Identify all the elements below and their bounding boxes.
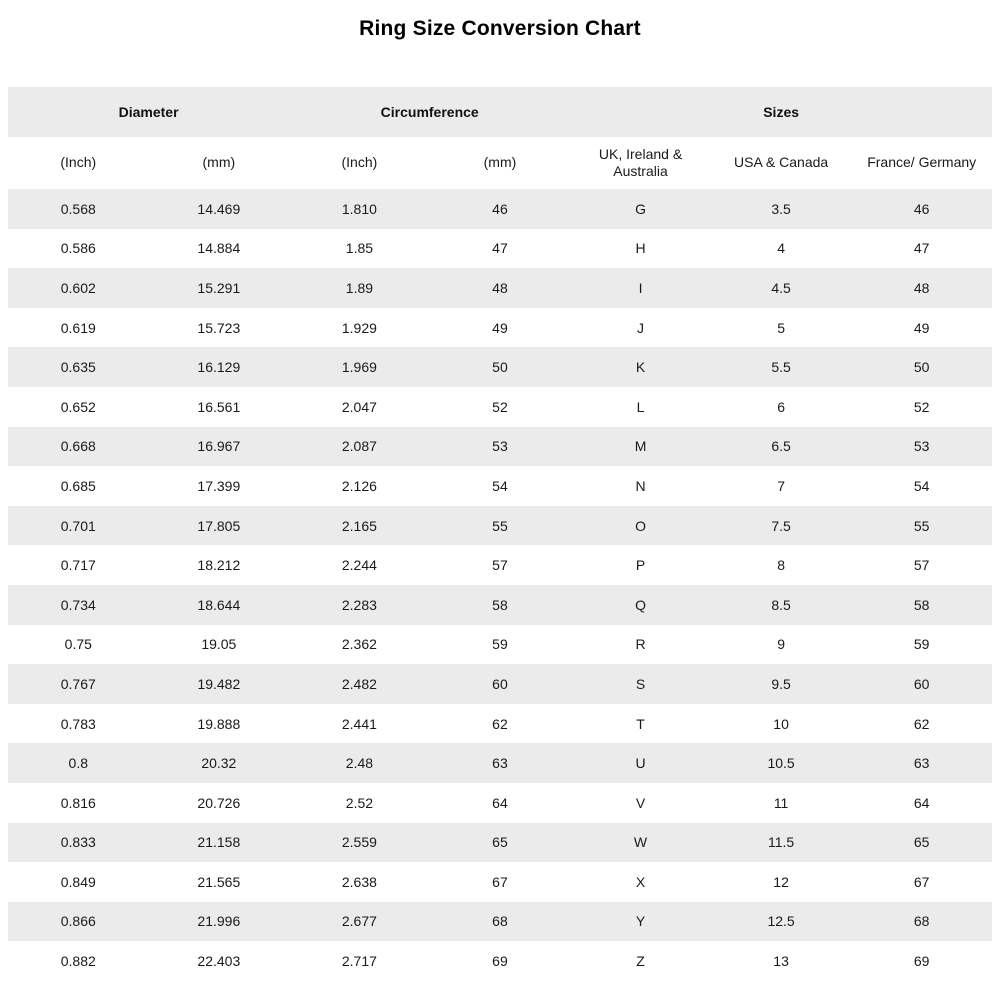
table-row [8, 387, 992, 427]
table-cell: 52 [492, 398, 508, 415]
table-cell: 50 [492, 359, 508, 376]
table-cell: 2.482 [341, 675, 377, 692]
table-cell: L [636, 398, 645, 415]
table-cell: 63 [492, 755, 508, 772]
table-cell: 64 [492, 794, 508, 811]
table-cell: 69 [492, 953, 508, 970]
column-header-row [8, 137, 992, 189]
table-cell: 60 [492, 675, 508, 692]
table-cell: 12 [773, 873, 789, 890]
group-header-diameter: Diameter [118, 104, 179, 120]
column-header-uk-ireland-australia: UK, Ireland & Australia [598, 145, 683, 179]
table-row [8, 823, 992, 863]
table-cell: 0.701 [60, 517, 96, 534]
group-header-row [8, 87, 992, 137]
table-cell: 7.5 [771, 517, 791, 534]
table-row [8, 585, 992, 625]
table-cell: 14.884 [197, 240, 241, 257]
table-row [8, 704, 992, 744]
table-cell: R [635, 636, 646, 653]
table-cell: 19.482 [197, 675, 241, 692]
table-cell: 0.882 [60, 953, 96, 970]
table-cell: 8 [777, 557, 785, 574]
table-cell: 17.805 [197, 517, 241, 534]
table-cell: 67 [492, 873, 508, 890]
table-container [8, 87, 992, 981]
table-cell: N [635, 477, 646, 494]
table-cell: 5 [777, 319, 785, 336]
table-row [8, 545, 992, 585]
table-cell: 15.723 [197, 319, 241, 336]
table-cell: 16.129 [197, 359, 241, 376]
table-cell: 1.810 [341, 200, 377, 217]
table-cell: 2.48 [345, 755, 374, 772]
table-cell: 2.638 [341, 873, 377, 890]
table-row [8, 743, 992, 783]
table-cell: 3.5 [771, 200, 791, 217]
table-cell: 19.888 [197, 715, 241, 732]
table-cell: 55 [913, 517, 930, 534]
column-header-france-germany: France/ Germany [867, 154, 977, 171]
table-cell: 9.5 [771, 675, 791, 692]
table-cell: O [635, 517, 646, 534]
table-cell: 46 [913, 200, 930, 217]
table-cell: 1.929 [341, 319, 377, 336]
group-header-sizes: Sizes [763, 104, 800, 120]
table-cell: 0.668 [60, 438, 96, 455]
table-cell: 49 [492, 319, 508, 336]
table-row [8, 862, 992, 902]
table-cell: 47 [492, 240, 508, 257]
table-cell: 48 [492, 279, 508, 296]
table-cell: 5.5 [771, 359, 791, 376]
column-header-inch: (Inch) [60, 154, 97, 171]
table-cell: 0.635 [60, 359, 96, 376]
table-cell: 10 [773, 715, 789, 732]
table-cell: 0.816 [60, 794, 96, 811]
table-cell: 2.52 [345, 794, 374, 811]
table-cell: 0.568 [60, 200, 96, 217]
table-cell: 2.165 [341, 517, 377, 534]
table-cell: 0.783 [60, 715, 96, 732]
table-cell: 58 [913, 596, 930, 613]
table-row [8, 506, 992, 546]
table-cell: 54 [913, 477, 930, 494]
table-cell: K [635, 359, 646, 376]
table-cell: 62 [492, 715, 508, 732]
table-cell: 0.734 [60, 596, 96, 613]
table-cell: 67 [913, 873, 930, 890]
table-cell: 2.047 [341, 398, 377, 415]
table-row [8, 308, 992, 348]
table-cell: 58 [492, 596, 508, 613]
table-cell: 8.5 [771, 596, 791, 613]
table-cell: 64 [913, 794, 930, 811]
table-row [8, 347, 992, 387]
table-row [8, 229, 992, 269]
table-cell: 1.969 [341, 359, 377, 376]
column-header-mm: (mm) [483, 154, 517, 171]
table-cell: 0.866 [60, 913, 96, 930]
table-cell: 0.717 [60, 557, 96, 574]
table-cell: 18.212 [197, 557, 241, 574]
table-cell: 6 [777, 398, 785, 415]
table-row [8, 189, 992, 229]
table-cell: 69 [913, 953, 930, 970]
table-cell: 2.441 [341, 715, 377, 732]
table-cell: 7 [777, 477, 785, 494]
table-cell: Q [635, 596, 646, 613]
table-cell: 48 [913, 279, 930, 296]
table-cell: I [638, 279, 643, 296]
table-cell: 2.362 [341, 636, 377, 653]
table-cell: 17.399 [197, 477, 241, 494]
page-title: Ring Size Conversion Chart [359, 17, 641, 40]
table-cell: 0.75 [64, 636, 92, 653]
column-header-inch: (Inch) [341, 154, 378, 171]
table-cell: 52 [913, 398, 930, 415]
table-cell: 21.996 [197, 913, 241, 930]
table-cell: X [635, 873, 646, 890]
table-cell: 2.559 [341, 834, 377, 851]
table-row [8, 268, 992, 308]
table-cell: 57 [492, 557, 508, 574]
table-cell: 6.5 [771, 438, 791, 455]
table-cell: 4.5 [771, 279, 791, 296]
table-cell: 63 [913, 755, 930, 772]
column-header-usa-canada: USA & Canada [734, 154, 829, 171]
table-cell: 49 [913, 319, 930, 336]
table-row [8, 941, 992, 981]
table-cell: 60 [913, 675, 930, 692]
table-cell: 46 [492, 200, 508, 217]
table-cell: G [635, 200, 646, 217]
table-cell: 11 [773, 794, 789, 811]
table-row [8, 427, 992, 467]
table-cell: 21.565 [197, 873, 241, 890]
table-cell: U [635, 755, 646, 772]
table-cell: 65 [913, 834, 930, 851]
table-row [8, 664, 992, 704]
table-cell: H [635, 240, 646, 257]
table-cell: P [635, 557, 646, 574]
table-cell: 4 [777, 240, 785, 257]
table-cell: 21.158 [197, 834, 241, 851]
table-cell: 15.291 [197, 279, 241, 296]
table-cell: 13 [773, 953, 789, 970]
table-cell: 68 [492, 913, 508, 930]
table-cell: 54 [492, 477, 508, 494]
table-cell: 1.85 [345, 240, 374, 257]
table-cell: 53 [913, 438, 930, 455]
table-cell: 62 [913, 715, 930, 732]
table-cell: 20.726 [197, 794, 241, 811]
table-cell: 68 [913, 913, 930, 930]
table-cell: Z [636, 953, 645, 970]
table-cell: 2.283 [341, 596, 377, 613]
table-cell: 16.967 [197, 438, 241, 455]
table-cell: 0.652 [60, 398, 96, 415]
table-cell: 2.087 [341, 438, 377, 455]
table-row [8, 783, 992, 823]
column-header-mm: (mm) [202, 154, 236, 171]
table-cell: Y [635, 913, 646, 930]
table-cell: 0.833 [60, 834, 96, 851]
table-cell: S [635, 675, 646, 692]
table-cell: 2.126 [341, 477, 377, 494]
table-cell: 50 [913, 359, 930, 376]
table-cell: 1.89 [345, 279, 374, 296]
table-row [8, 625, 992, 665]
table-cell: 47 [913, 240, 930, 257]
table-cell: 0.685 [60, 477, 96, 494]
table-cell: J [637, 319, 645, 336]
table-cell: 55 [492, 517, 508, 534]
table-cell: 59 [492, 636, 508, 653]
table-cell: 0.619 [60, 319, 96, 336]
table-row [8, 466, 992, 506]
table-cell: 57 [913, 557, 930, 574]
table-cell: 59 [913, 636, 930, 653]
table-cell: W [633, 834, 648, 851]
table-cell: 0.767 [60, 675, 96, 692]
table-cell: 18.644 [197, 596, 241, 613]
table-cell: 65 [492, 834, 508, 851]
table-row [8, 902, 992, 942]
table-cell: 20.32 [201, 755, 237, 772]
table-cell: 0.849 [60, 873, 96, 890]
table-cell: 0.586 [60, 240, 96, 257]
table-cell: 2.717 [341, 953, 377, 970]
table-cell: 16.561 [197, 398, 241, 415]
table-cell: 53 [492, 438, 508, 455]
table-cell: 9 [777, 636, 785, 653]
table-cell: V [635, 794, 646, 811]
table-cell: 14.469 [197, 200, 241, 217]
table-cell: M [634, 438, 647, 455]
table-body [8, 189, 992, 981]
table-cell: 12.5 [767, 913, 795, 930]
table-cell: 2.244 [341, 557, 377, 574]
table-head [8, 87, 992, 189]
ring-size-conversion-table [8, 87, 992, 981]
table-cell: 0.8 [68, 755, 89, 772]
table-cell: T [636, 715, 645, 732]
table-cell: 2.677 [341, 913, 377, 930]
table-cell: 11.5 [767, 834, 795, 851]
table-cell: 10.5 [767, 755, 795, 772]
table-cell: 19.05 [201, 636, 237, 653]
table-cell: 0.602 [60, 279, 96, 296]
group-header-circumference: Circumference [380, 104, 479, 120]
table-cell: 22.403 [197, 953, 241, 970]
